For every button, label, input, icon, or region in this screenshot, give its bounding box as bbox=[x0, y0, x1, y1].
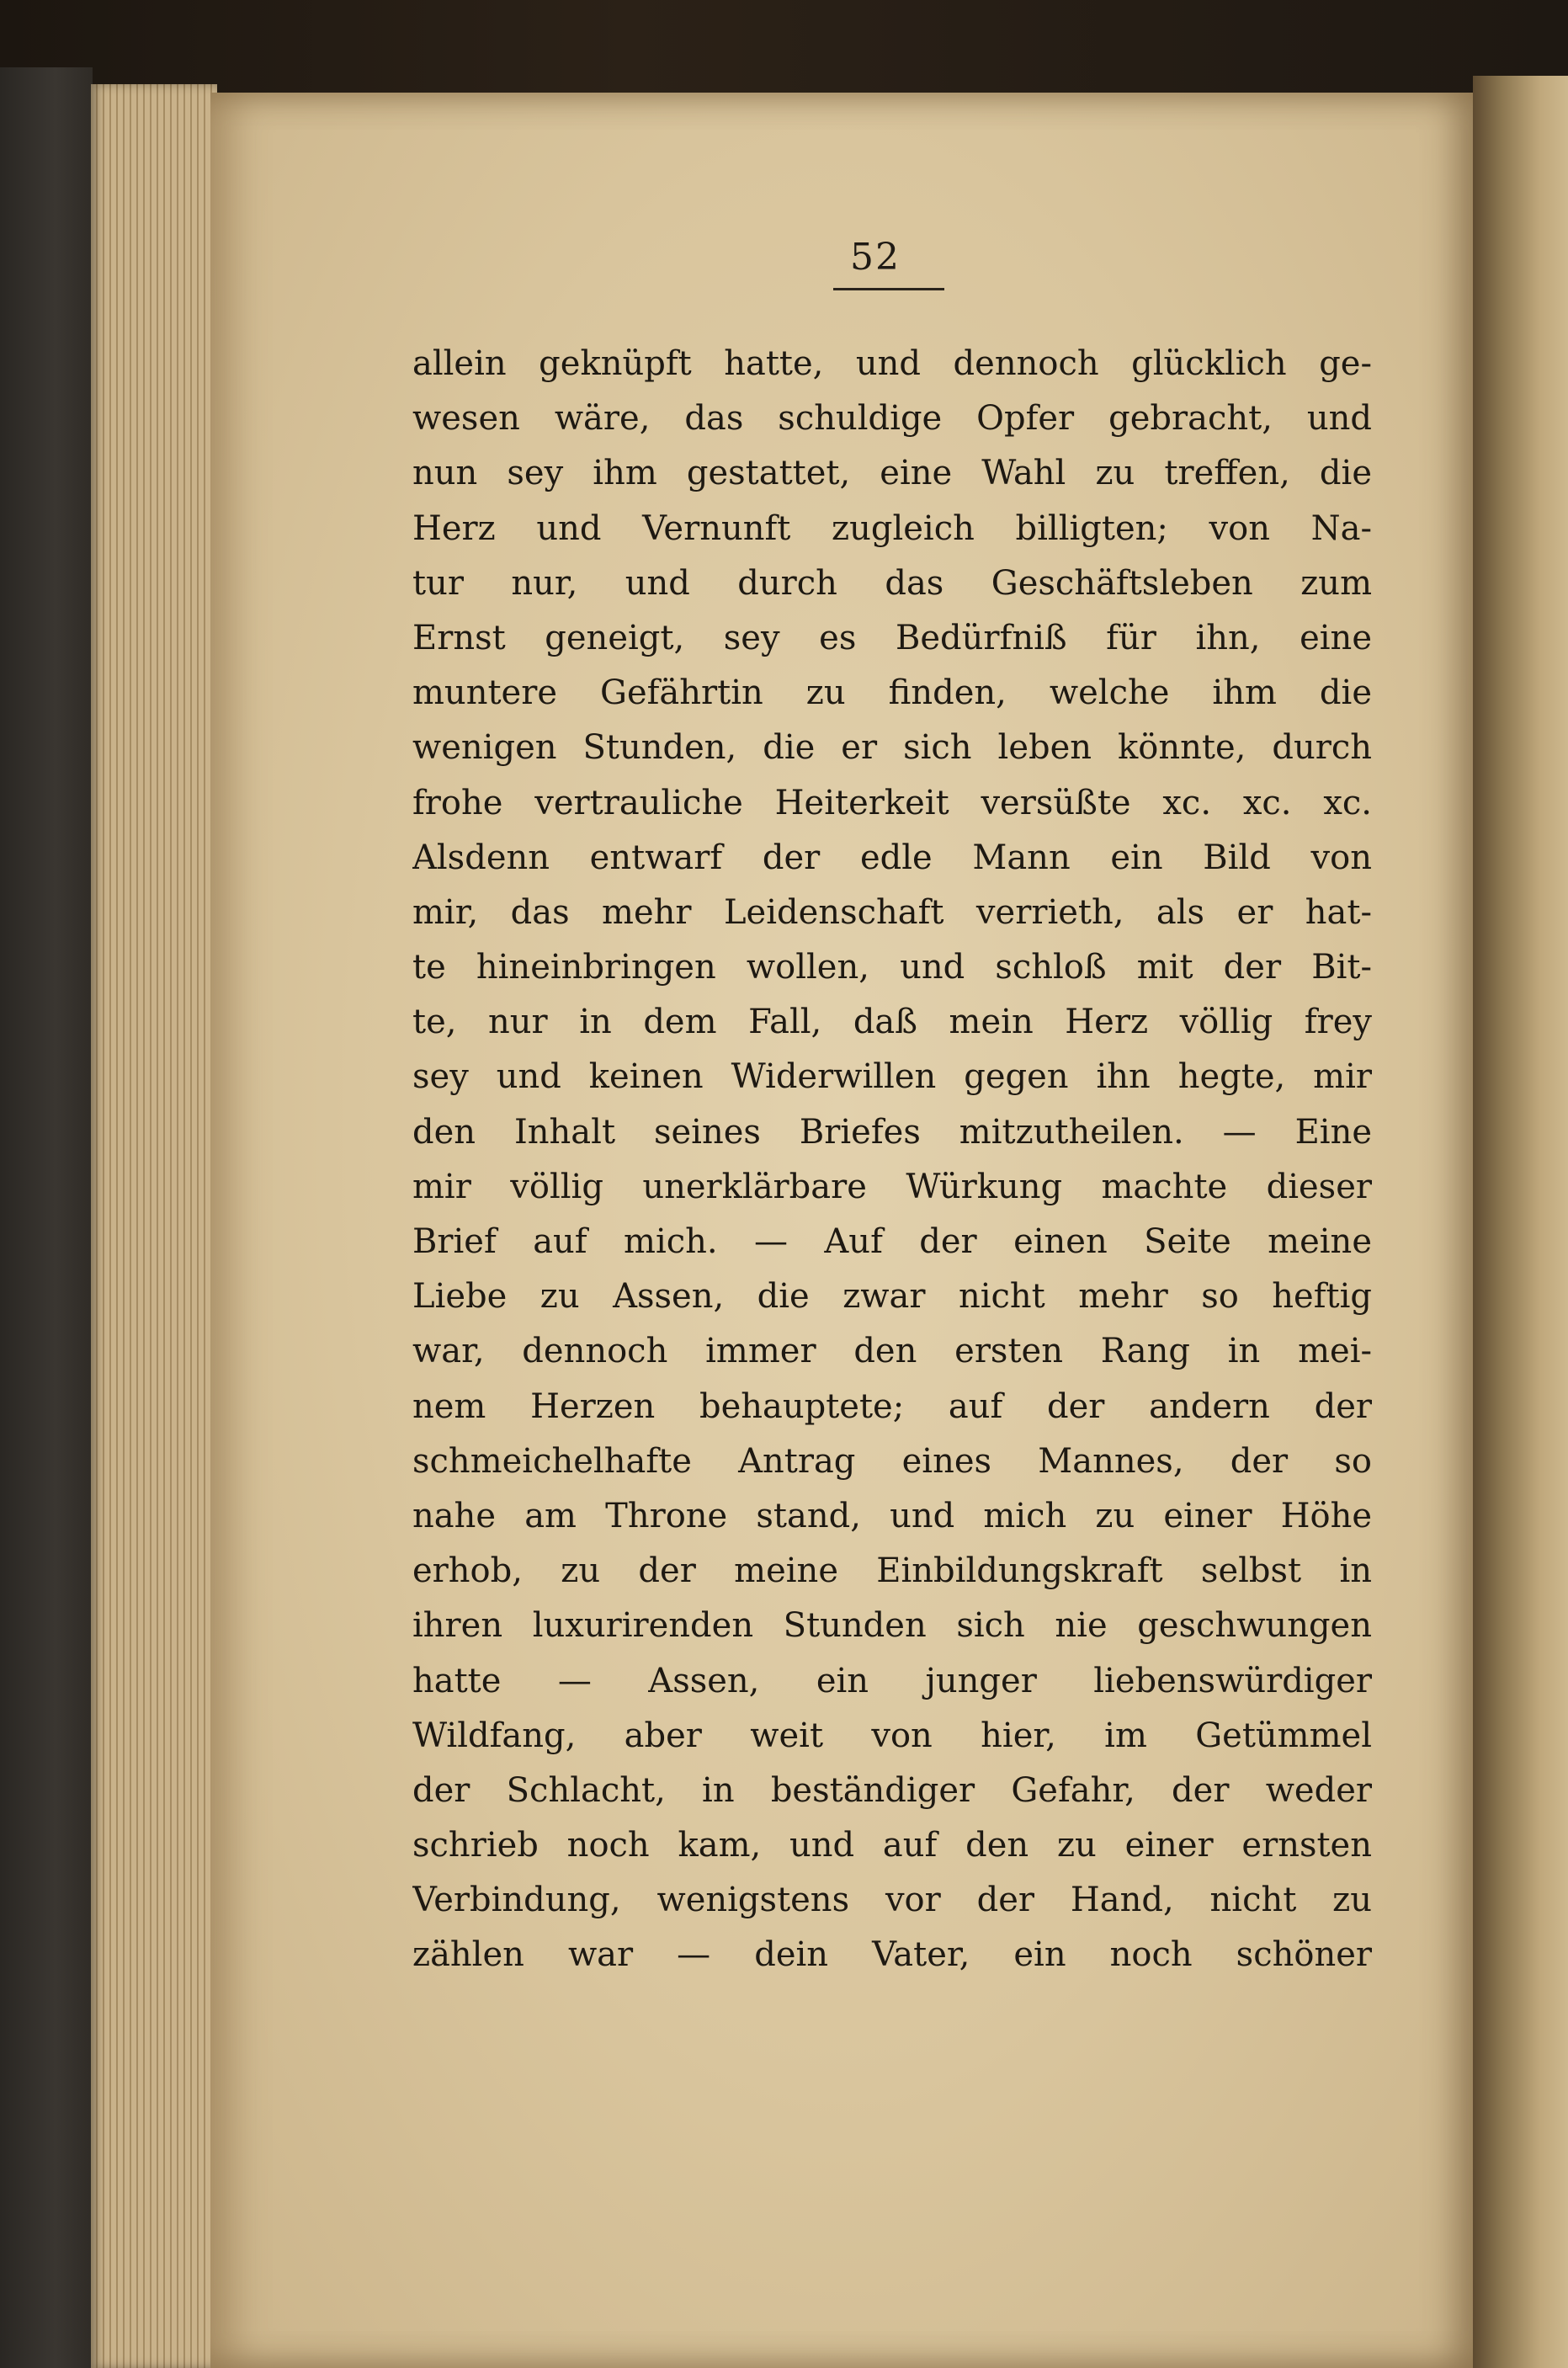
text-line: mir, das mehr Leidenschaft verrieth, als er hat- bbox=[412, 892, 1372, 932]
text-line: wesen wäre, das schuldige Opfer gebracht, und bbox=[412, 399, 1372, 439]
text-line: zählen war — dein Vater, ein noch schöner bbox=[412, 1935, 1372, 1975]
text-line: te, nur in dem Fall, daß mein Herz völlig frey bbox=[412, 1003, 1372, 1042]
text-line: Liebe zu Assen, die zwar nicht mehr so heftig bbox=[412, 1277, 1372, 1317]
page-number-rule bbox=[833, 288, 944, 290]
facing-page-gutter bbox=[1473, 76, 1568, 2368]
text-line: mir völlig unerklärbare Würkung machte dieser bbox=[412, 1167, 1372, 1206]
text-line: frohe vertrauliche Heiterkeit versüßte xc. xc. xc. bbox=[412, 783, 1372, 822]
text-line: war, dennoch immer den ersten Rang in mei- bbox=[412, 1332, 1372, 1371]
text-line: nem Herzen behauptete; auf der andern der bbox=[412, 1386, 1372, 1426]
text-line: Herz und Vernunft zugleich billigten; von Na- bbox=[412, 508, 1372, 548]
text-line: ihren luxurirenden Stunden sich nie geschwungen bbox=[412, 1606, 1372, 1646]
text-line: Ernst geneigt, sey es Bedürfniß für ihn, eine bbox=[412, 618, 1372, 657]
text-line: erhob, zu der meine Einbildungskraft selbst in bbox=[412, 1551, 1372, 1591]
page-stack-edges bbox=[91, 84, 217, 2368]
page-number: 52 bbox=[850, 236, 901, 279]
text-line: hatte — Assen, ein junger liebenswürdiger bbox=[412, 1661, 1372, 1700]
text-line: muntere Gefährtin zu finden, welche ihm die bbox=[412, 673, 1372, 713]
text-line: Wildfang, aber weit von hier, im Getümmel bbox=[412, 1716, 1372, 1755]
text-line: den Inhalt seines Briefes mitzutheilen. — Eine bbox=[412, 1112, 1372, 1152]
text-line: Alsdenn entwarf der edle Mann ein Bild von bbox=[412, 838, 1372, 877]
text-line: Verbindung, wenigstens vor der Hand, nicht zu bbox=[412, 1881, 1372, 1920]
text-line: Brief auf mich. — Auf der einen Seite meine bbox=[412, 1222, 1372, 1261]
book-cover-edge bbox=[0, 67, 93, 2368]
body-text bbox=[412, 337, 1372, 1983]
text-line: nun sey ihm gestattet, eine Wahl zu treffen, die bbox=[412, 454, 1372, 493]
text-line: tur nur, und durch das Geschäftsleben zum bbox=[412, 563, 1372, 603]
text-line: allein geknüpft hatte, und dennoch glücklich ge- bbox=[412, 344, 1372, 383]
text-line: sey und keinen Widerwillen gegen ihn hegte, mir bbox=[412, 1057, 1372, 1097]
text-line: nahe am Throne stand, und mich zu einer Höhe bbox=[412, 1496, 1372, 1535]
text-line: schmeichelhafte Antrag eines Mannes, der so bbox=[412, 1441, 1372, 1481]
text-line: der Schlacht, in beständiger Gefahr, der weder bbox=[412, 1770, 1372, 1810]
text-line: te hineinbringen wollen, und schloß mit der Bit- bbox=[412, 948, 1372, 987]
text-line: schrieb noch kam, und auf den zu einer ernsten bbox=[412, 1826, 1372, 1865]
text-line: wenigen Stunden, die er sich leben könnte, durch bbox=[412, 728, 1372, 768]
